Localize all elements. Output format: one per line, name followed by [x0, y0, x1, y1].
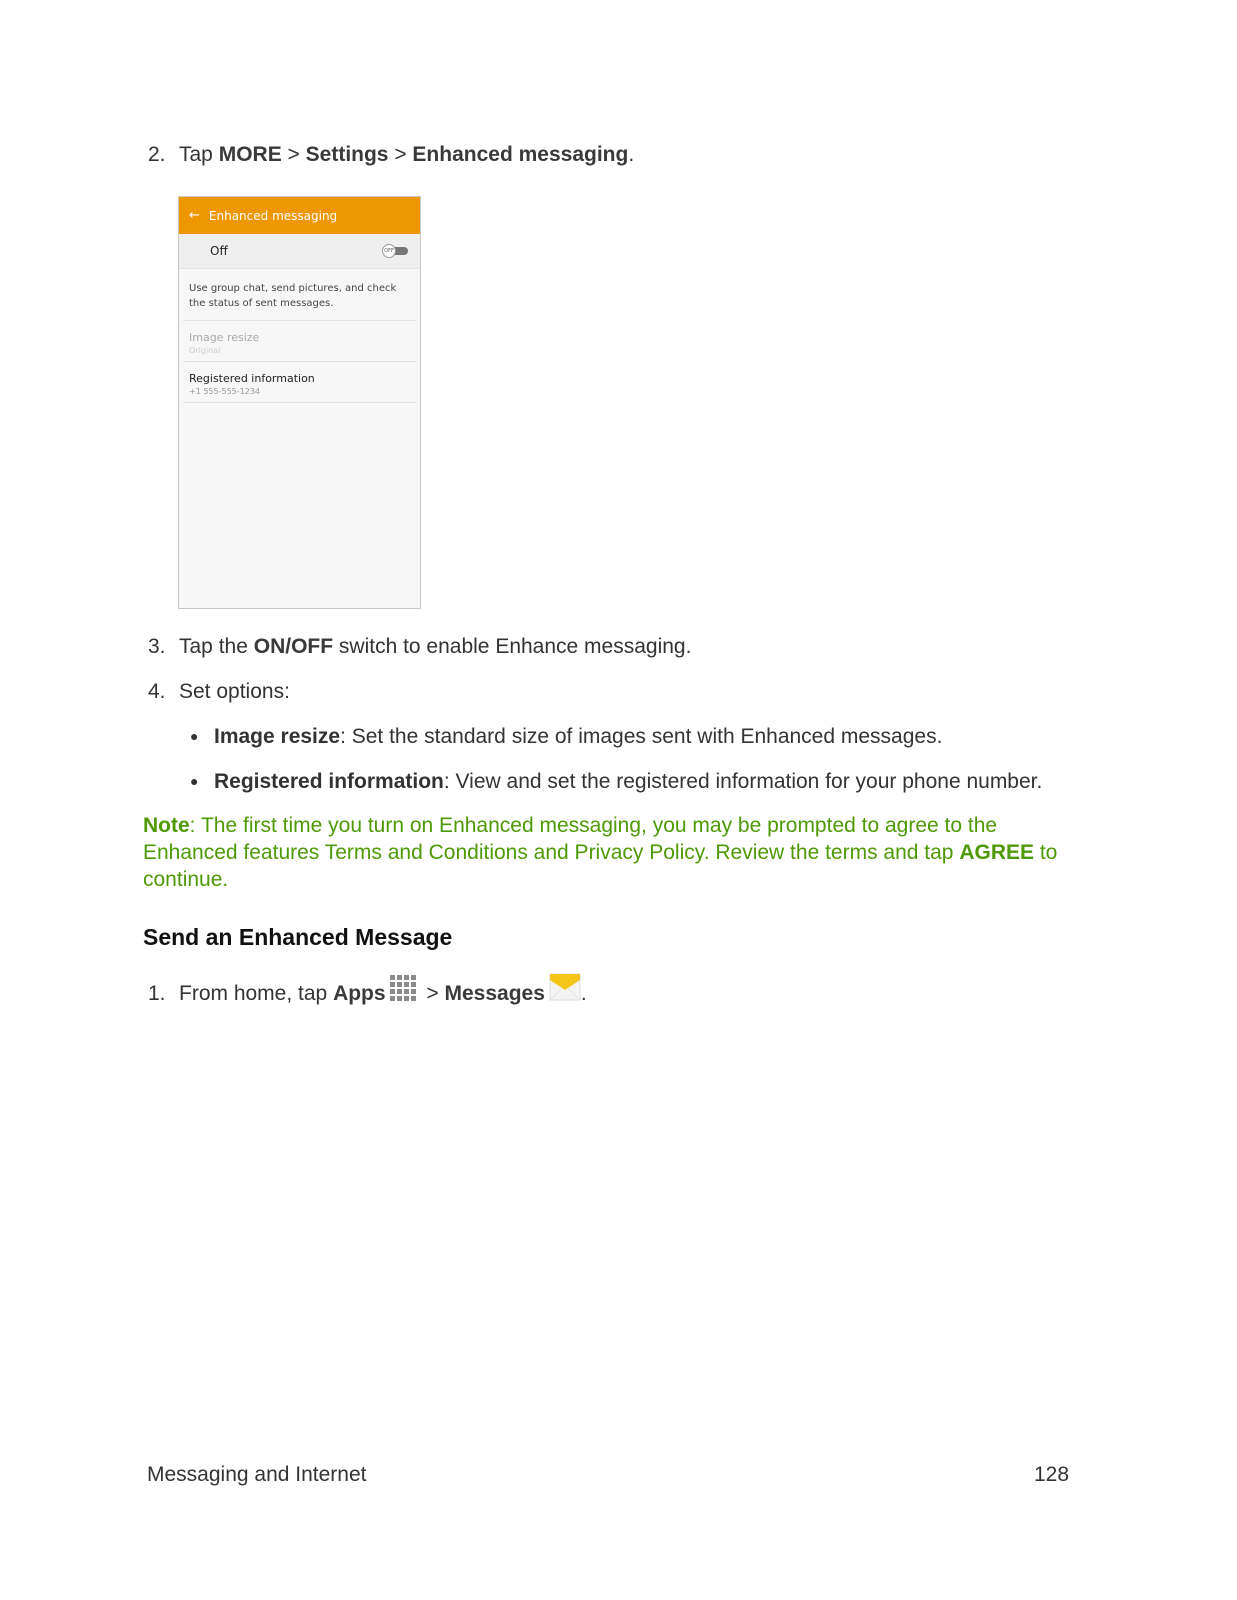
settings-label: Settings: [305, 143, 389, 166]
messages-envelope-icon: [549, 972, 581, 1002]
setting-title: Registered information: [189, 372, 315, 385]
bullet-dot-icon: ●: [190, 728, 199, 744]
step-1: 1. From home, tap Apps > Messages .: [148, 972, 587, 1007]
image-resize-setting[interactable]: [183, 321, 416, 362]
step-number: 1.: [148, 982, 166, 1005]
setting-title: Image resize: [189, 331, 260, 344]
step-number: 2.: [148, 143, 166, 166]
apps-label: Apps: [333, 982, 386, 1005]
back-arrow-icon[interactable]: ←: [189, 208, 200, 223]
footer-section-title: Messaging and Internet: [147, 1463, 367, 1486]
step-number: 4.: [148, 680, 166, 703]
phone-screenshot: [178, 196, 421, 609]
feature-description: Use group chat, send pictures, and check the status of sent messages.: [183, 269, 416, 321]
note-label: Note: [143, 814, 190, 837]
bullet-dot-icon: ●: [190, 773, 199, 789]
agree-label: AGREE: [959, 841, 1035, 864]
page-number: 128: [1034, 1463, 1070, 1486]
on-off-label: ON/OFF: [253, 635, 334, 658]
bullet-image-resize: ● Image resize: Set the standard size of images sent with Enhanced messages.: [190, 725, 943, 748]
toggle-label: Off: [210, 244, 228, 258]
messages-label: Messages: [444, 982, 545, 1005]
step-number: 3.: [148, 635, 166, 658]
header-title: Enhanced messaging: [208, 208, 338, 223]
enhanced-messaging-toggle-row[interactable]: [179, 234, 420, 269]
switch-knob: OFF: [382, 244, 396, 258]
section-heading: Send an Enhanced Message: [143, 924, 453, 950]
step-4: 4. Set options:: [148, 680, 290, 703]
on-off-switch[interactable]: [382, 245, 408, 257]
more-label: MORE: [218, 143, 282, 166]
enhanced-messaging-label: Enhanced messaging: [412, 143, 629, 166]
setting-value: +1 555-555-1234: [189, 387, 261, 396]
bullet-registered-information: ● Registered information: View and set the registered information for your phone number.: [190, 770, 1043, 793]
setting-value: Original: [189, 346, 221, 355]
note-paragraph: Note: The first time you turn on Enhanced messaging, you may be prompted to agree to the Enhanced features Terms and Conditions and Privacy Policy. Review the terms and tap AGREE to continue.: [143, 814, 1058, 891]
step-3: 3. Tap the ON/OFF switch to enable Enhance messaging.: [148, 635, 692, 658]
step-2: 2. Tap MORE > Settings > Enhanced messaging.: [148, 143, 635, 166]
registered-information-setting[interactable]: [183, 362, 416, 403]
app-header-bar: [179, 197, 420, 234]
apps-grid-icon: [389, 974, 417, 1002]
